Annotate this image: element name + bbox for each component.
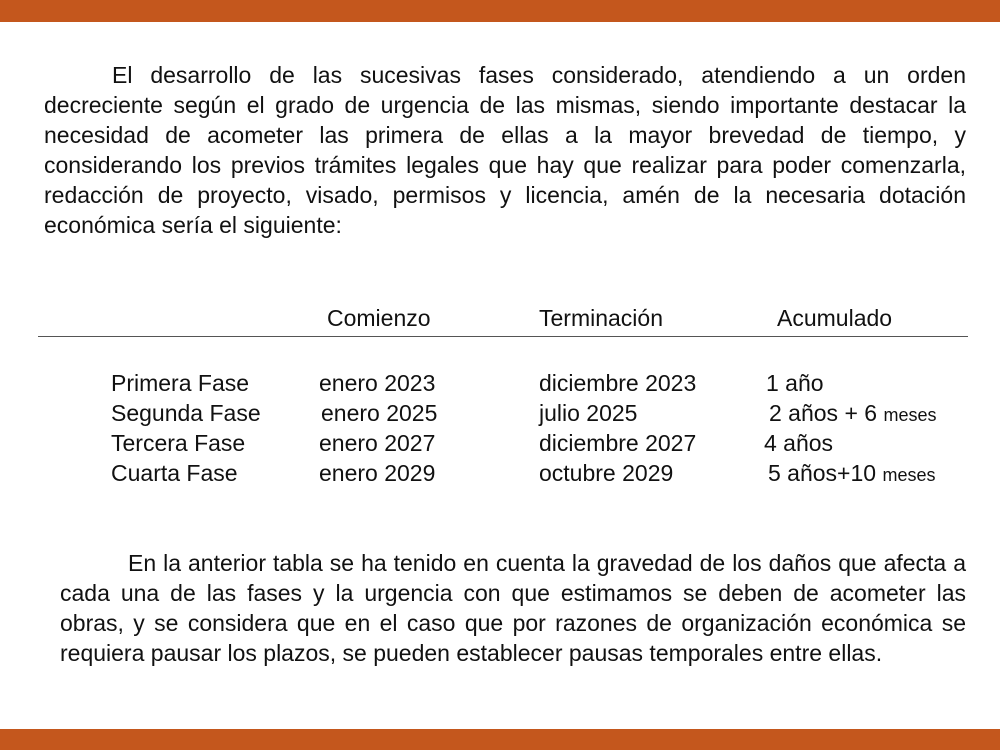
phase-accumulated — [768, 458, 935, 490]
accumulated-value: 1 año — [766, 370, 824, 396]
accumulated-unit: meses — [883, 405, 937, 425]
accumulated-unit: meses — [882, 465, 936, 485]
phase-start: enero 2027 — [319, 430, 436, 456]
intro-paragraph: El desarrollo de las sucesivas fases considerado, atendiendo a un orden decreciente según el grado de urgencia de las mismas, siendo importante destacar la necesidad de acometer las primera de ellas a la mayor brevedad de tiempo, y considerando los previos trámites legales que hay que realizar para poder comenzarla, redacción de proyecto, visado, permisos y licencia, amén de la necesaria dotación económica sería el siguiente: — [44, 62, 966, 238]
phase-accumulated — [769, 398, 936, 430]
phase-name: Cuarta Fase — [111, 460, 238, 486]
accumulated-value: 4 años — [764, 430, 834, 456]
phase-end: diciembre 2023 — [539, 370, 697, 396]
table-row — [0, 398, 1000, 428]
phase-end: diciembre 2027 — [539, 430, 697, 456]
table-row — [0, 368, 1000, 398]
phase-start: enero 2023 — [319, 370, 436, 396]
phase-accumulated — [764, 428, 833, 460]
table-header-divider — [38, 336, 968, 337]
phase-end: julio 2025 — [539, 400, 638, 426]
accumulated-value: 2 años + 6 — [769, 400, 884, 426]
bottom-accent-bar — [0, 729, 1000, 750]
phase-start: enero 2025 — [321, 400, 438, 426]
phase-accumulated — [766, 368, 824, 400]
phase-name: Tercera Fase — [111, 430, 246, 456]
top-accent-bar — [0, 0, 1000, 22]
accumulated-value: 5 años+10 — [768, 460, 883, 486]
closing-paragraph: En la anterior tabla se ha tenido en cuenta la gravedad de los daños que afecta a cada una de las fases y la urgencia con que estimamos se deben de acometer las obras, y se considera que en el caso que por razones de organización económica se requiera pausar los plazos, se pueden establecer pausas temporales entre ellas. — [60, 550, 966, 666]
phase-name: Segunda Fase — [111, 400, 261, 426]
column-header-accumulated: Acumulado — [777, 305, 893, 331]
phase-name: Primera Fase — [111, 370, 250, 396]
table-row — [0, 458, 1000, 488]
phase-end: octubre 2029 — [539, 460, 674, 486]
column-header-start: Comienzo — [327, 305, 431, 331]
phases-table — [0, 368, 1000, 488]
column-header-end: Terminación — [539, 305, 663, 331]
table-row — [0, 428, 1000, 458]
phase-start: enero 2029 — [319, 460, 436, 486]
